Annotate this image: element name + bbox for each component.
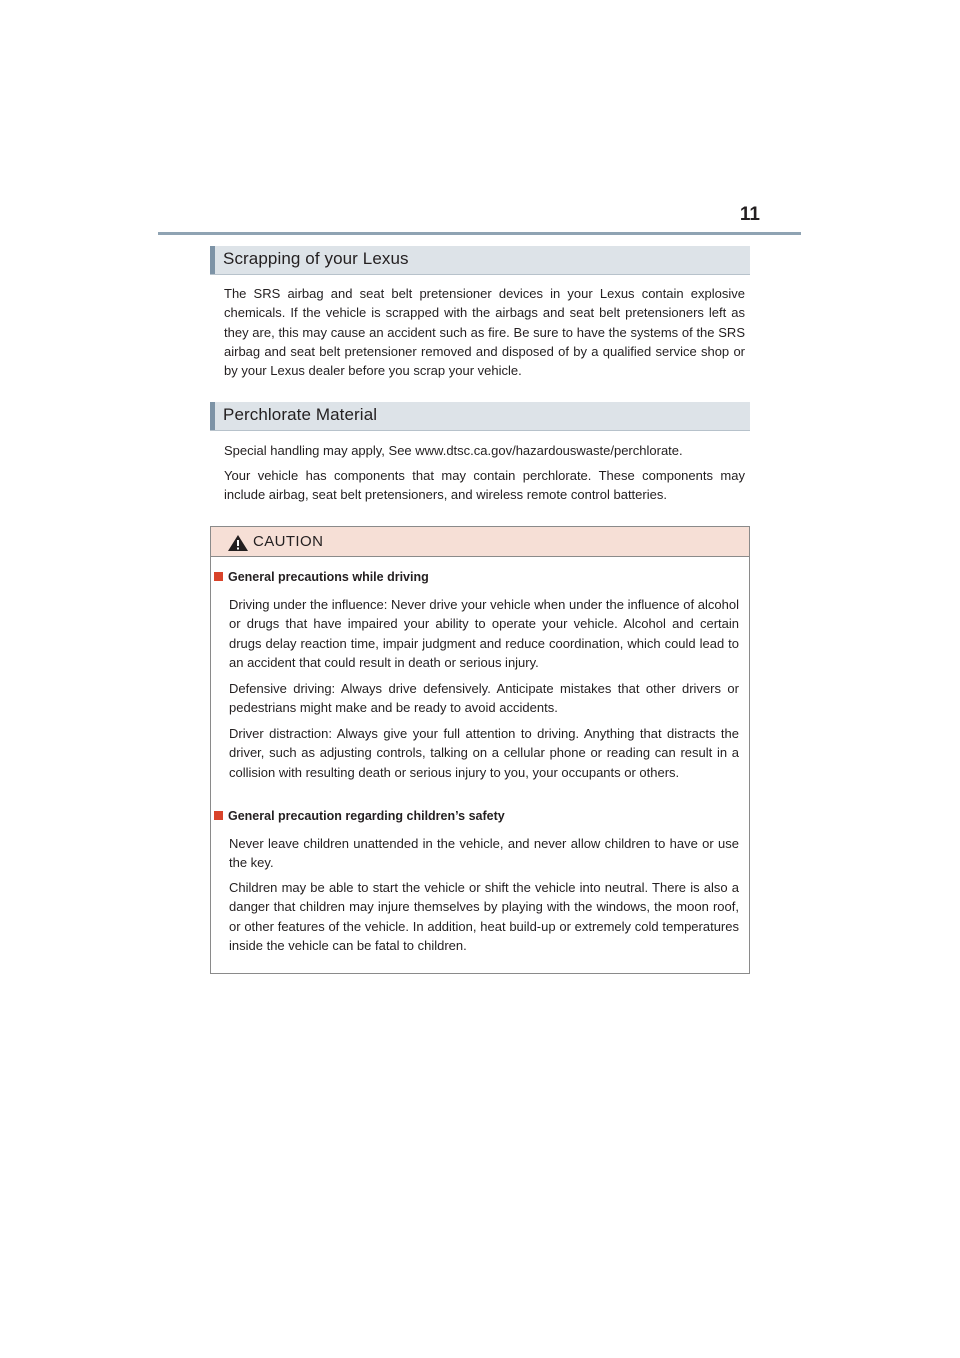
section-header-scrapping: [210, 246, 750, 275]
red-square-bullet-icon: [214, 811, 223, 820]
section-header-bar: [210, 246, 215, 274]
caution-paragraph: Driver distraction: Always give your full attention to driving. Anything that distracts the driver, such as adjusting controls, talking on a cellular phone or reading can result in a collision with resulting death or serious injury to you, your occupants or others.: [229, 726, 739, 780]
scrapping-paragraph: The SRS airbag and seat belt pretensioner devices in your Lexus contain explosive chemicals. If the vehicle is scrapped with the airbags and seat belt pretensioners left as they are, this may cause an accident such as fire. Be sure to have the systems of the SRS airbag and seat belt pretensioner removed and disposed of by a qualified service shop or by your Lexus dealer before you scrap your vehicle.: [224, 286, 745, 379]
section-header-perchlorate: [210, 402, 750, 431]
caution-paragraph: Defensive driving: Always drive defensively. Anticipate mistakes that other drivers or pedestrians might make and be ready to avoid accidents.: [229, 681, 739, 716]
perchlorate-paragraph-1: Special handling may apply, See www.dtsc.ca.gov/hazardouswaste/perchlorate.: [224, 443, 683, 458]
caution-heading-driving: [214, 570, 429, 584]
page-number: 11: [739, 204, 760, 225]
caution-label: CAUTION: [253, 533, 324, 550]
caution-heading-text: General precaution regarding children’s safety: [228, 809, 505, 823]
caution-heading-text: General precautions while driving: [228, 570, 429, 584]
section-header-bar: [210, 402, 215, 430]
caution-paragraph: Driving under the influence: Never drive your vehicle when under the influence of alcohol or drugs that have impaired your ability to operate your vehicle. Alcohol and certain drugs delay reaction time, impair judgment and reduce coordination, which could lead to an accident that could result in death or serious injury.: [229, 597, 739, 670]
warning-triangle-icon: [227, 534, 249, 552]
caution-header: [211, 527, 749, 557]
red-square-bullet-icon: [214, 572, 223, 581]
section-title: Perchlorate Material: [223, 405, 378, 424]
top-rule: [158, 232, 801, 235]
caution-paragraph: Never leave children unattended in the vehicle, and never allow children to have or use the key.: [229, 836, 739, 871]
perchlorate-paragraph-2: Your vehicle has components that may contain perchlorate. These components may include airbag, seat belt pretensioners, and wireless remote control batteries.: [224, 468, 745, 503]
caution-paragraph: Children may be able to start the vehicle or shift the vehicle into neutral. There is also a danger that children may injure themselves by playing with the windows, the moon roof, or other features of the vehicle. In addition, heat build-up or extremely cold temperatures inside the vehicle can be fatal to children.: [229, 880, 739, 953]
caution-heading-children: [214, 809, 505, 823]
section-title: Scrapping of your Lexus: [223, 249, 409, 268]
